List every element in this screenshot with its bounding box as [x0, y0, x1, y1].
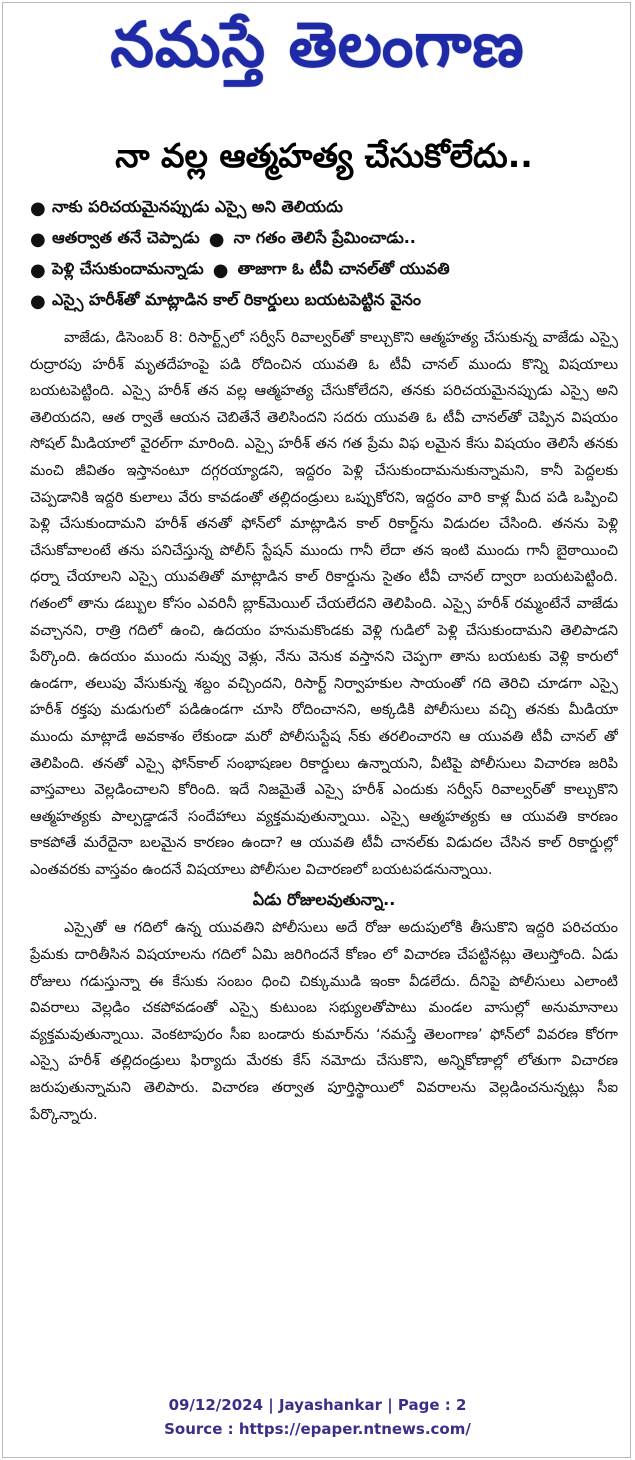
bullet-row: [30, 193, 618, 224]
bullet-row: [30, 286, 618, 317]
bullet-icon: ●: [30, 260, 46, 281]
article-headline: నా వల్ల ఆత్మహత్య చేసుకోలేదు..: [115, 136, 533, 175]
bullet-text: తాజాగా ఓ టీవీ చానల్‌తో యువతి: [237, 259, 450, 278]
bullet-list: [30, 193, 618, 317]
footer-date-edition: 09/12/2024 | Jayashankar | Page : 2: [168, 1396, 467, 1414]
bullet-row: [30, 224, 618, 255]
bullet-text: ఎస్సై హరీశ్‌తో మాట్లాడిన కాల్ రికార్డులు బయటపెట్టిన వైనం: [52, 290, 421, 309]
bullet-row: [30, 255, 618, 286]
article-clipping: [30, 128, 618, 1386]
bullet-icon: ●: [212, 260, 229, 281]
newspaper-logo: నమస్తే తెలంగాణ: [110, 8, 525, 81]
bullet-text: నా గతం తెలిసే ప్రేమించాడు..: [233, 228, 416, 247]
subheading: ఏడు రోజులవుతున్నా..: [252, 890, 396, 910]
body-paragraph: వాజేడు, డిసెంబర్ 8: రిసార్ట్స్‌లో సర్వీస్ రివాల్వర్‌తో కాల్చుకొని ఆత్మహత్య చేసుకున్న వాజేడు ఎస్సై రుద్రారపు హరీశ్ మృతదేహంపై పడి రోదించిన యువతి ఓ టీవీ చానల్ ముందు కొన్ని విషయాలు బయటపెట్టింది. ఎస్సై హరీశ్ తన వల్ల ఆత్మహత్య చేసుకోలేదని, తనకు పరిచయమైనప్పుడు ఎస్సై అని తెలియదని, ఆత ర్వాతే ఆయన చెబితేనే తెలిసిందని సదరు యువతి ఓ టీవీ చానల్‌తో చెప్పిన విషయం సోషల్ మీడియాలో వైరల్‌గా మారింది. ఎస్సై హరీశ్ తన గత ప్రేమ విఫ లమైన కేసు విషయం తెలిసే తనకు మంచి జీవితం ఇస్తానంటూ దగ్గరయ్యాడని, ఇద్దరం పెళ్లి చేసుకుందామనుకున్నామని, కానీ పెద్దలకు చెప్పడానికి ఇద్దరి కులాలు వేరు కావడంతో తల్లిదండ్రులు ఒప్పుకోరని, ఇద్దరం వారి కాళ్ల మీద పడి ఒప్పించి పెళ్లి చేసుకుందామని హరీశ్ తనతో ఫోన్‌లో మాట్లాడిన కాల్ రికార్డ్‌ను విడుదల చేసింది. తనను పెళ్లి చేసుకోవాలంటే తను పనిచేస్తున్న పోలీస్ స్టేషన్ ముందు గానీ లేదా తన ఇంటి ముందు గానీ బైఠాయించి ధర్నా చేయాలని ఎస్సై యువతితో మాట్లాడిన కాల్ రికార్డును సైతం టీవీ చానల్ ద్వారా బయటపెట్టింది. గతంలో తాను డబ్బుల కోసం ఎవరినీ బ్లాక్‌మెయిల్ చేయలేదని తెలిపింది. ఎస్సై హరీశ్ రమ్మంటేనే వాజేడు వచ్చానని, రాత్రి గదిలో ఉంచి, ఉదయం హనుమకొండకు వెళ్లి గుడిలో పెళ్లి చేసుకుందామని తెలిపాడని పేర్కొంది. ఉదయం ముందు నువ్వు వెళ్లు, నేను వెనుక వస్తానని చెప్పగా తాను బయటకు వెళ్లి కారులో ఉండగా, తలుపు వేసుకున్న శబ్దం వచ్చిందని, రిసార్ట్ నిర్వాహకుల సాయంతో గది తెరిచి చూడగా ఎస్సై హరీశ్ రక్తపు మడుగులో పడిఉండగా చూసి రోదించానని, అక్కడికి పోలీసులు వచ్చి తనకు మీడియా ముందు మాట్లాడే అవకాశం లేకుండా మరో పోలీసుస్టేష న్‌కు తరలించారని ఆ యువతి టీవీ చానల్ తో తెలిపింది. తనతో ఎస్సై ఫోన్‌కాల్ సంభాషణల రికార్డులు ఉన్నాయని, వీటిపై పోలీసులు విచారణ జరిపి వాస్తవాలు వెల్లడించాలని కోరింది. ఇదే నిజమైతే ఎస్సై హరీశ్ ఎందుకు సర్వీస్ రివాల్వర్‌తో కాల్చుకొని ఆత్మహత్యకు పాల్పడ్డాడనే సందేహాలు వ్యక్తమవుతున్నాయి. ఎస్సై ఆత్మహత్యకు ఆ యువతి కారణం కాకపోతే మరేదైనా బలమైన కారణం ఉందా? ఆ యువతి టీవీ చానల్‌కు విడుదల చేసిన కాల్ రికార్డుల్లో ఎంతవరకు వాస్తవం ఉందనే విషయాలు పోలీసుల విచారణలో బయటపడనున్నాయి.: [30, 330, 618, 878]
bullet-text: నాకు పరిచయమైనప్పుడు ఎస్సై అని తెలియదు: [52, 197, 343, 216]
masthead: [0, 4, 635, 100]
bullet-text: పెళ్లి చేసుకుందామన్నాడు: [52, 259, 204, 278]
footer-source: Source : https://epaper.ntnews.com/: [164, 1420, 471, 1438]
bullet-text: ఆతర్వాత తనే చెప్పాడు: [52, 228, 200, 247]
bullet-icon: ●: [30, 291, 46, 312]
bullet-icon: ●: [30, 198, 46, 219]
bullet-icon: ●: [208, 229, 225, 250]
bullet-icon: ●: [30, 229, 46, 250]
body-paragraph: ఎస్సైతో ఆ గదిలో ఉన్న యువతిని పోలీసులు అదే రోజు అదుపులోకి తీసుకొని ఇద్దరి పరిచయం ప్రేమకు దారితీసిన విషయాలను గదిలో ఏమి జరిగిందనే కోణం లో విచారణ చేపట్టినట్లు తెలుస్తోంది. ఏడు రోజులు గడుస్తున్నా ఈ కేసుకు సంబం ధించి చిక్కుముడి ఇంకా వీడలేదు. దీనిపై పోలీసులు ఎలాంటి వివరాలు వెల్లడిం చకపోవడంతో ఎస్సై కుటుంబ సభ్యులతోపాటు మండల వాసుల్లో అనుమానాలు వ్యక్తమవుతున్నాయి. వెంకటాపురం సీఐ బండారు కుమార్‌ను ‘నమస్తే తెలంగాణ’ ఫోన్‌లో వివరణ కోరగా ఎస్సై హరీశ్ తల్లిదండ్రులు ఫిర్యాదు మేరకు కేస్ నమోదు చేసుకొని, అన్నికోణాల్లో లోతుగా విచారణ జరుపుతున్నామని తెలిపారు. విచారణ తర్వాత పూర్తిస్థాయిలో వివరాలను వెల్లడించనున్నట్లు సీఐ పేర్కొన్నారు.: [30, 920, 618, 1123]
